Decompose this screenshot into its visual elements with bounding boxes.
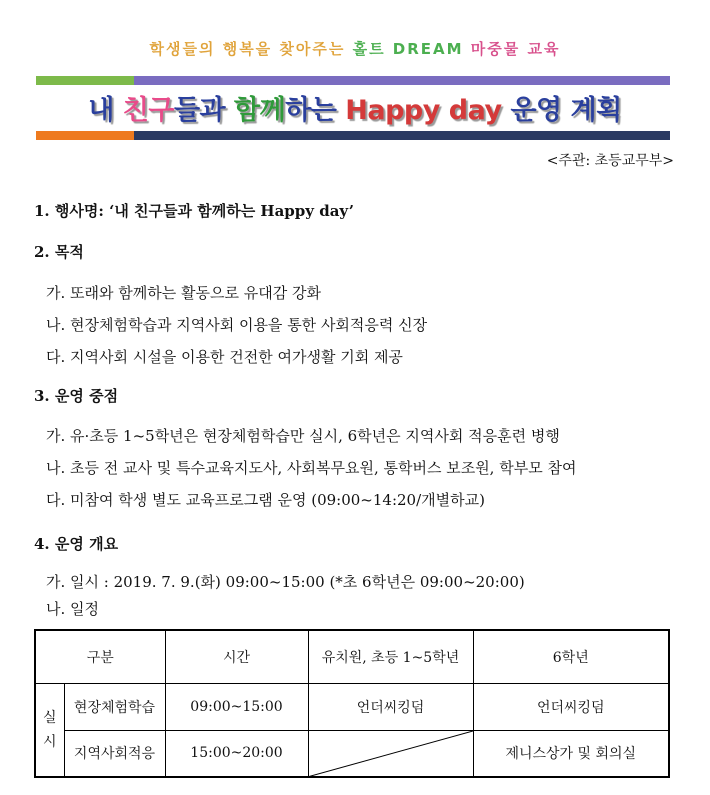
header-cell: 유치원, 초등 1~5학년 bbox=[308, 630, 473, 683]
table-cell: 언더씨킹덤 bbox=[473, 683, 669, 730]
title-part: 내 bbox=[88, 95, 123, 126]
organizer-label: <주관: 초등교무부> bbox=[546, 153, 674, 169]
subtitle-part: 마중물 교육 bbox=[463, 40, 561, 58]
top-bar-purple bbox=[134, 76, 670, 85]
table-cell: 언더씨킹덤 bbox=[308, 683, 473, 730]
header-cell: 6학년 bbox=[473, 630, 669, 683]
page-title bbox=[0, 88, 710, 127]
table-cell: 지역사회적응 bbox=[64, 730, 165, 777]
section-event-name: 1. 행사명: ‘내 친구들과 함께하는 Happy day’ bbox=[34, 202, 354, 220]
header-cell: 구분 bbox=[35, 630, 165, 683]
title-part: 들과 bbox=[173, 95, 235, 126]
title-part: 친구 bbox=[122, 95, 174, 126]
table-cell: 09:00~15:00 bbox=[165, 683, 308, 730]
schedule-table bbox=[34, 629, 670, 778]
bottom-bar-navy bbox=[134, 131, 670, 140]
focus-item: 나. 초등 전 교사 및 특수교육지도사, 사회복무요원, 통학버스 보조원, 학부모 참여 bbox=[46, 459, 577, 477]
table-cell: 현장체험학습 bbox=[64, 683, 165, 730]
title-part: 운영 계획 bbox=[501, 95, 622, 126]
section-overview: 4. 운영 개요 bbox=[34, 535, 119, 553]
table-row bbox=[35, 730, 669, 777]
focus-item: 다. 미참여 학생 별도 교육프로그램 운영 (09:00~14:20/개별하교) bbox=[46, 491, 485, 509]
group-label: 실 시 bbox=[42, 709, 57, 750]
table-cell: 15:00~20:00 bbox=[165, 730, 308, 777]
title-part: 하는 bbox=[285, 95, 346, 126]
overview-item: 가. 일시 : 2019. 7. 9.(화) 09:00~15:00 (*초 6학년은 09:00~20:00) bbox=[46, 573, 525, 591]
section-purpose: 2. 목적 bbox=[34, 243, 84, 261]
focus-item: 가. 유·초등 1~5학년은 현장체험학습만 실시, 6학년은 지역사회 적응훈련 병행 bbox=[46, 427, 560, 445]
overview-item: 나. 일정 bbox=[46, 600, 100, 618]
table-header-row bbox=[35, 630, 669, 683]
section-focus: 3. 운영 중점 bbox=[34, 387, 119, 405]
top-bar-green bbox=[36, 76, 134, 85]
program-subtitle bbox=[0, 38, 710, 59]
subtitle-part: 홀트 DREAM bbox=[352, 40, 464, 58]
subtitle-part: 학생들의 행복을 찾아주는 bbox=[149, 40, 353, 58]
purpose-item: 다. 지역사회 시설을 이용한 건전한 여가생활 기회 제공 bbox=[46, 348, 403, 366]
table-cell: 제니스상가 및 회의실 bbox=[473, 730, 669, 777]
bottom-bar-orange bbox=[36, 131, 134, 140]
table-row bbox=[35, 683, 669, 730]
title-part: 함께 bbox=[234, 95, 286, 126]
purpose-item: 나. 현장체험학습과 지역사회 이용을 통한 사회적응력 신장 bbox=[46, 316, 428, 334]
purpose-item: 가. 또래와 함께하는 활동으로 유대감 강화 bbox=[46, 284, 321, 302]
diagonal-line bbox=[309, 731, 473, 777]
empty-diagonal-cell bbox=[308, 730, 473, 777]
group-label-cell bbox=[35, 683, 64, 777]
header-cell: 시간 bbox=[165, 630, 308, 683]
title-part: Happy day bbox=[345, 95, 502, 126]
